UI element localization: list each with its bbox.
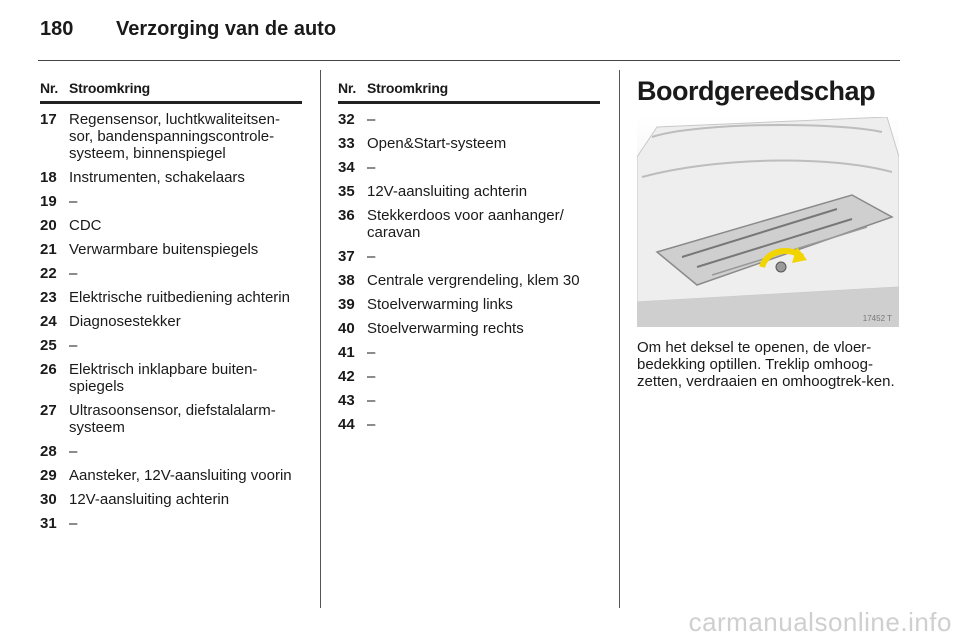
fuse-number: 17: [40, 111, 57, 128]
column-header-circuit: Stroomkring: [367, 80, 449, 96]
table-row: [40, 289, 302, 306]
circuit-name: Centrale vergrendeling, klem 30: [367, 272, 580, 289]
circuit-name: –: [69, 265, 78, 282]
column-header-nr: Nr.: [40, 80, 59, 96]
circuit-name: –: [367, 111, 376, 128]
circuit-name: Elektrisch inklapbare buiten-spiegels: [69, 361, 258, 395]
table-row: [40, 111, 302, 162]
image-code: 17452 T: [862, 314, 892, 323]
table-row: [40, 193, 302, 210]
circuit-name: –: [367, 344, 376, 361]
table-row: [338, 248, 600, 265]
table-row: [40, 402, 302, 436]
table-row: [338, 296, 600, 313]
fuse-number: 32: [338, 111, 355, 128]
instruction-paragraph: Om het deksel te openen, de vloer-bedekking optillen. Treklip omhoog-zetten, verdraaien en omhoogtrek-ken.: [637, 339, 895, 390]
fuse-number: 37: [338, 248, 355, 265]
circuit-name: –: [69, 337, 78, 354]
fuse-number: 25: [40, 337, 57, 354]
table-row: [40, 515, 302, 532]
section-title: Boordgereedschap: [637, 76, 876, 106]
circuit-name: Stekkerdoos voor aanhanger/ caravan: [367, 207, 564, 241]
table-row: [40, 169, 302, 186]
watermark: carmanualsonline.info: [688, 607, 952, 637]
fuse-number: 20: [40, 217, 57, 234]
fuse-number: 19: [40, 193, 57, 210]
fuse-number: 21: [40, 241, 57, 258]
circuit-name: –: [367, 159, 376, 176]
fuse-number: 40: [338, 320, 355, 337]
circuit-name: Instrumenten, schakelaars: [69, 169, 245, 186]
table-header: [338, 80, 600, 104]
table-row: [338, 392, 600, 409]
circuit-name: –: [367, 392, 376, 409]
fuse-number: 30: [40, 491, 57, 508]
page-header: [40, 18, 336, 41]
fuse-number: 27: [40, 402, 57, 419]
table-row: [40, 265, 302, 282]
table-row: [338, 207, 600, 241]
table-row: [40, 491, 302, 508]
table-row: [40, 337, 302, 354]
circuit-name: Ultrasoonsensor, diefstalalarm-systeem: [69, 402, 276, 436]
table-row: [338, 344, 600, 361]
fuse-number: 29: [40, 467, 57, 484]
circuit-name: –: [367, 416, 376, 433]
fuse-number: 36: [338, 207, 355, 224]
table-row: [338, 320, 600, 337]
fuse-number: 34: [338, 159, 355, 176]
fuse-number: 41: [338, 344, 355, 361]
circuit-name: –: [69, 515, 78, 532]
table-header: [40, 80, 302, 104]
fuse-number: 42: [338, 368, 355, 385]
page-number: 180: [40, 18, 74, 40]
fuse-table-right: [338, 80, 600, 433]
circuit-name: 12V-aansluiting achterin: [367, 183, 528, 200]
table-row: [338, 135, 600, 152]
table-row: [338, 368, 600, 385]
circuit-name: Stoelverwarming rechts: [367, 320, 524, 337]
circuit-name: Elektrische ruitbediening achterin: [69, 289, 290, 306]
table-row: [40, 443, 302, 460]
circuit-name: –: [367, 368, 376, 385]
circuit-name: Stoelverwarming links: [367, 296, 513, 313]
table-row: [338, 416, 600, 433]
table-row: [40, 313, 302, 330]
table-row: [40, 217, 302, 234]
column-divider: [619, 70, 620, 608]
fuse-number: 44: [338, 416, 355, 433]
table-row: [338, 111, 600, 128]
table-body: [338, 111, 600, 433]
fuse-table-left: [40, 80, 302, 532]
table-row: [338, 272, 600, 289]
table-row: [40, 467, 302, 484]
circuit-name: 12V-aansluiting achterin: [69, 491, 230, 508]
circuit-name: Verwarmbare buitenspiegels: [69, 241, 259, 258]
circuit-name: –: [367, 248, 376, 265]
chapter-title: Verzorging van de auto: [116, 18, 337, 40]
fuse-number: 38: [338, 272, 355, 289]
table-row: [40, 241, 302, 258]
fuse-number: 39: [338, 296, 355, 313]
table-row: [338, 183, 600, 200]
fuse-number: 33: [338, 135, 355, 152]
fuse-number: 24: [40, 313, 57, 330]
fuse-number: 26: [40, 361, 57, 378]
fuse-number: 23: [40, 289, 57, 306]
header-rule: [38, 60, 900, 61]
column-header-circuit: Stroomkring: [69, 80, 151, 96]
table-row: [40, 361, 302, 395]
circuit-name: Diagnosestekker: [69, 313, 181, 330]
circuit-name: Open&Start-systeem: [367, 135, 507, 152]
circuit-name: –: [69, 443, 78, 460]
fuse-number: 35: [338, 183, 355, 200]
column-header-nr: Nr.: [338, 80, 357, 96]
fuse-number: 28: [40, 443, 57, 460]
fuse-number: 18: [40, 169, 57, 186]
table-body: [40, 111, 302, 532]
onboard-tools-section: [637, 76, 902, 390]
column-divider: [320, 70, 321, 608]
circuit-name: CDC: [69, 217, 102, 234]
fuse-number: 43: [338, 392, 355, 409]
table-row: [338, 159, 600, 176]
circuit-name: –: [69, 193, 78, 210]
circuit-name: Regensensor, luchtkwaliteitsen-sor, bandenspanningscontrole-systeem, binnenspiegel: [69, 111, 280, 162]
fuse-number: 31: [40, 515, 57, 532]
tool-compartment-illustration: [637, 117, 899, 327]
circuit-name: Aansteker, 12V-aansluiting voorin: [69, 467, 292, 484]
fuse-number: 22: [40, 265, 57, 282]
